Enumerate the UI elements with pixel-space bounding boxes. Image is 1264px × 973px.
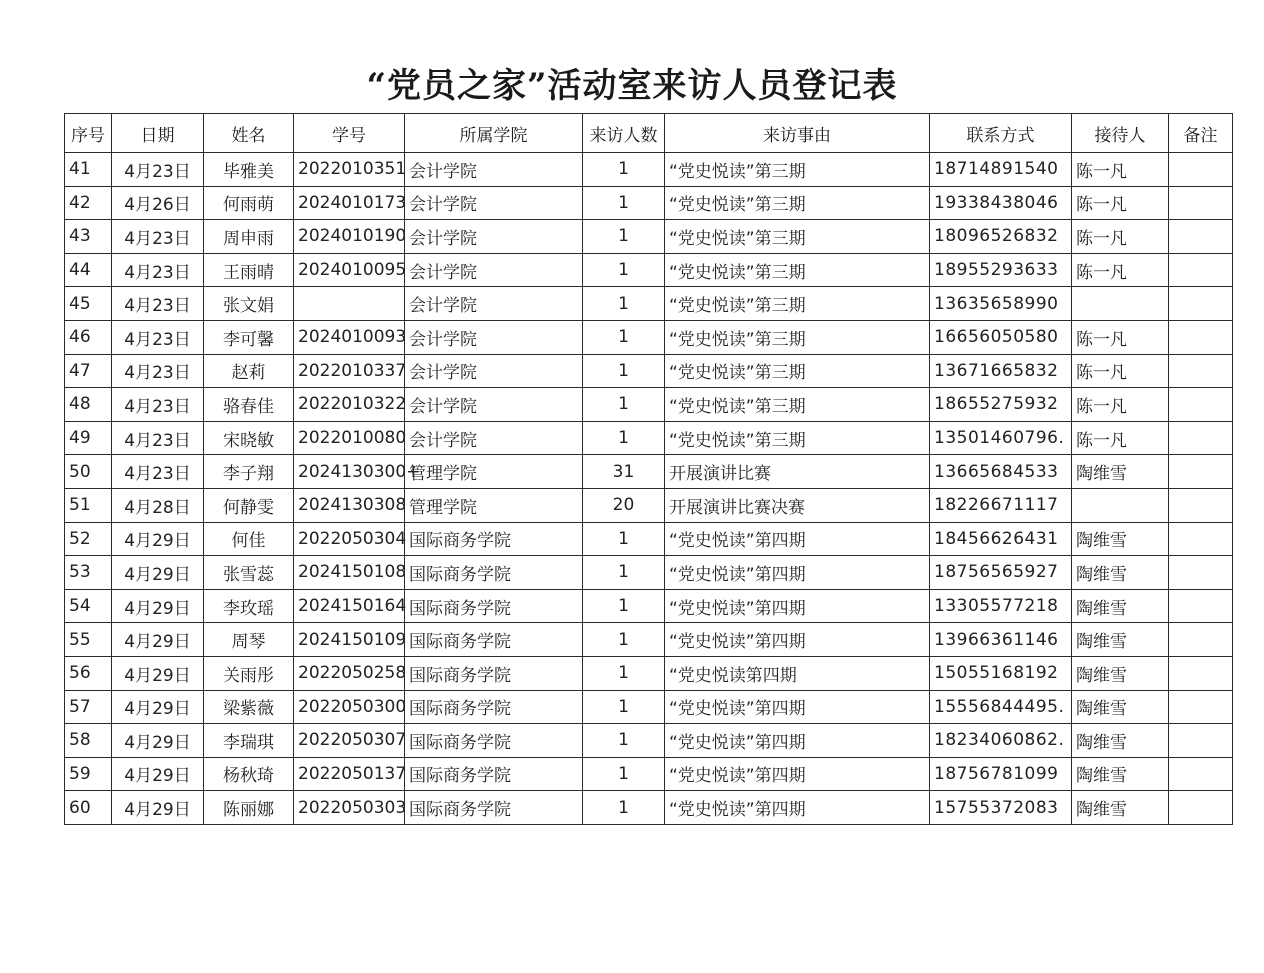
cell-contact: 18756565927 <box>930 556 1072 590</box>
cell-student-id: 2022010080 <box>294 421 405 455</box>
cell-contact: 18096526832 <box>930 220 1072 254</box>
cell-college: 会计学院 <box>405 186 583 220</box>
cell-name: 骆春佳 <box>204 388 294 422</box>
cell-seq: 52 <box>65 522 112 556</box>
cell-reason: “党史悦读”第四期 <box>665 589 930 623</box>
cell-receiver: 陈一凡 <box>1072 388 1169 422</box>
cell-reason: “党史悦读”第三期 <box>665 186 930 220</box>
cell-college: 国际商务学院 <box>405 623 583 657</box>
cell-college: 会计学院 <box>405 253 583 287</box>
cell-name: 何静雯 <box>204 488 294 522</box>
cell-note <box>1169 724 1233 758</box>
col-header-receiver: 接待人 <box>1072 114 1169 153</box>
cell-reason: “党史悦读”第三期 <box>665 220 930 254</box>
cell-college: 会计学院 <box>405 153 583 187</box>
cell-college: 会计学院 <box>405 354 583 388</box>
cell-visitor-count: 1 <box>583 589 665 623</box>
cell-student-id: 2022050258 <box>294 656 405 690</box>
cell-student-id: 2024010095 <box>294 253 405 287</box>
cell-contact: 18456626431 <box>930 522 1072 556</box>
cell-seq: 45 <box>65 287 112 321</box>
cell-visitor-count: 1 <box>583 287 665 321</box>
cell-note <box>1169 455 1233 489</box>
cell-reason: “党史悦读”第四期 <box>665 791 930 825</box>
cell-visitor-count: 1 <box>583 186 665 220</box>
cell-date: 4月23日 <box>112 153 204 187</box>
cell-note <box>1169 656 1233 690</box>
col-header-name: 姓名 <box>204 114 294 153</box>
col-header-visitor-count: 来访人数 <box>583 114 665 153</box>
cell-contact: 18756781099 <box>930 757 1072 791</box>
cell-student-id: 2022010322 <box>294 388 405 422</box>
table-row <box>65 287 1233 321</box>
cell-contact: 15556844495. <box>930 690 1072 724</box>
cell-visitor-count: 1 <box>583 320 665 354</box>
cell-contact: 13665684533 <box>930 455 1072 489</box>
table-row <box>65 757 1233 791</box>
cell-college: 国际商务学院 <box>405 690 583 724</box>
col-header-college: 所属学院 <box>405 114 583 153</box>
cell-name: 张雪蕊 <box>204 556 294 590</box>
cell-reason: “党史悦读第四期 <box>665 656 930 690</box>
cell-seq: 46 <box>65 320 112 354</box>
cell-name: 张文娟 <box>204 287 294 321</box>
cell-date: 4月29日 <box>112 791 204 825</box>
cell-visitor-count: 1 <box>583 421 665 455</box>
cell-note <box>1169 220 1233 254</box>
cell-seq: 49 <box>65 421 112 455</box>
cell-date: 4月23日 <box>112 320 204 354</box>
cell-note <box>1169 388 1233 422</box>
table-row <box>65 455 1233 489</box>
table-row <box>65 421 1233 455</box>
cell-seq: 50 <box>65 455 112 489</box>
cell-college: 国际商务学院 <box>405 724 583 758</box>
cell-receiver: 陶维雪 <box>1072 522 1169 556</box>
cell-receiver: 陈一凡 <box>1072 186 1169 220</box>
cell-name: 陈丽娜 <box>204 791 294 825</box>
cell-reason: “党史悦读”第四期 <box>665 522 930 556</box>
cell-reason: “党史悦读”第四期 <box>665 623 930 657</box>
table-body <box>65 153 1233 825</box>
cell-note <box>1169 589 1233 623</box>
cell-student-id <box>294 287 405 321</box>
cell-note <box>1169 421 1233 455</box>
cell-contact: 18714891540 <box>930 153 1072 187</box>
cell-reason: “党史悦读”第三期 <box>665 153 930 187</box>
col-header-contact: 联系方式 <box>930 114 1072 153</box>
cell-name: 李子翔 <box>204 455 294 489</box>
cell-note <box>1169 253 1233 287</box>
cell-reason: “党史悦读”第三期 <box>665 388 930 422</box>
cell-reason: “党史悦读”第三期 <box>665 253 930 287</box>
cell-contact: 13635658990 <box>930 287 1072 321</box>
cell-college: 会计学院 <box>405 220 583 254</box>
cell-seq: 54 <box>65 589 112 623</box>
cell-visitor-count: 1 <box>583 253 665 287</box>
cell-college: 国际商务学院 <box>405 556 583 590</box>
cell-college: 会计学院 <box>405 388 583 422</box>
cell-college: 会计学院 <box>405 287 583 321</box>
cell-college: 管理学院 <box>405 488 583 522</box>
cell-date: 4月23日 <box>112 455 204 489</box>
table-row <box>65 186 1233 220</box>
cell-receiver: 陈一凡 <box>1072 421 1169 455</box>
cell-student-id: 2024010190 <box>294 220 405 254</box>
cell-seq: 60 <box>65 791 112 825</box>
cell-date: 4月29日 <box>112 589 204 623</box>
col-header-note: 备注 <box>1169 114 1233 153</box>
cell-receiver: 陶维雪 <box>1072 690 1169 724</box>
cell-student-id: 2024130308 <box>294 488 405 522</box>
table-row <box>65 690 1233 724</box>
cell-college: 管理学院 <box>405 455 583 489</box>
cell-college: 国际商务学院 <box>405 757 583 791</box>
cell-receiver: 陶维雪 <box>1072 556 1169 590</box>
cell-receiver: 陶维雪 <box>1072 589 1169 623</box>
cell-visitor-count: 1 <box>583 153 665 187</box>
cell-receiver: 陈一凡 <box>1072 253 1169 287</box>
cell-seq: 51 <box>65 488 112 522</box>
cell-student-id: 2022010337 <box>294 354 405 388</box>
cell-student-id: 2024130300+ <box>294 455 405 489</box>
cell-reason: “党史悦读”第四期 <box>665 724 930 758</box>
cell-reason: 开展演讲比赛决赛 <box>665 488 930 522</box>
cell-seq: 42 <box>65 186 112 220</box>
cell-date: 4月29日 <box>112 724 204 758</box>
cell-seq: 44 <box>65 253 112 287</box>
cell-visitor-count: 1 <box>583 354 665 388</box>
col-header-student-id: 学号 <box>294 114 405 153</box>
cell-note <box>1169 186 1233 220</box>
table-row <box>65 623 1233 657</box>
table-row <box>65 253 1233 287</box>
cell-name: 李可馨 <box>204 320 294 354</box>
cell-seq: 55 <box>65 623 112 657</box>
cell-contact: 13671665832 <box>930 354 1072 388</box>
cell-name: 李瑞琪 <box>204 724 294 758</box>
cell-contact: 16656050580 <box>930 320 1072 354</box>
cell-visitor-count: 1 <box>583 623 665 657</box>
cell-date: 4月29日 <box>112 522 204 556</box>
cell-seq: 41 <box>65 153 112 187</box>
cell-visitor-count: 1 <box>583 220 665 254</box>
cell-reason: “党史悦读”第三期 <box>665 287 930 321</box>
cell-student-id: 2022050304 <box>294 522 405 556</box>
table-row <box>65 556 1233 590</box>
table-row <box>65 724 1233 758</box>
cell-name: 杨秋琦 <box>204 757 294 791</box>
cell-college: 国际商务学院 <box>405 589 583 623</box>
cell-receiver: 陈一凡 <box>1072 153 1169 187</box>
cell-note <box>1169 623 1233 657</box>
cell-receiver: 陶维雪 <box>1072 724 1169 758</box>
table-row <box>65 388 1233 422</box>
cell-reason: “党史悦读”第三期 <box>665 421 930 455</box>
cell-college: 会计学院 <box>405 421 583 455</box>
cell-seq: 53 <box>65 556 112 590</box>
cell-name: 何佳 <box>204 522 294 556</box>
cell-student-id: 2024150164 <box>294 589 405 623</box>
cell-student-id: 2024150109 <box>294 623 405 657</box>
cell-date: 4月29日 <box>112 623 204 657</box>
cell-college: 国际商务学院 <box>405 522 583 556</box>
cell-contact: 13501460796. <box>930 421 1072 455</box>
cell-receiver: 陶维雪 <box>1072 656 1169 690</box>
cell-note <box>1169 690 1233 724</box>
cell-receiver <box>1072 287 1169 321</box>
cell-date: 4月23日 <box>112 354 204 388</box>
cell-visitor-count: 1 <box>583 556 665 590</box>
cell-seq: 48 <box>65 388 112 422</box>
cell-name: 梁紫薇 <box>204 690 294 724</box>
cell-receiver <box>1072 488 1169 522</box>
cell-note <box>1169 287 1233 321</box>
cell-name: 何雨萌 <box>204 186 294 220</box>
cell-seq: 43 <box>65 220 112 254</box>
table-row <box>65 220 1233 254</box>
cell-contact: 18955293633 <box>930 253 1072 287</box>
cell-college: 国际商务学院 <box>405 791 583 825</box>
cell-seq: 59 <box>65 757 112 791</box>
cell-contact: 13305577218 <box>930 589 1072 623</box>
cell-visitor-count: 1 <box>583 757 665 791</box>
cell-receiver: 陈一凡 <box>1072 354 1169 388</box>
cell-note <box>1169 757 1233 791</box>
cell-contact: 13966361146 <box>930 623 1072 657</box>
cell-contact: 15755372083 <box>930 791 1072 825</box>
visitor-register-table <box>64 113 1233 825</box>
cell-name: 周申雨 <box>204 220 294 254</box>
cell-contact: 18234060862. <box>930 724 1072 758</box>
cell-student-id: 2022010351 <box>294 153 405 187</box>
col-header-reason: 来访事由 <box>665 114 930 153</box>
cell-reason: “党史悦读”第三期 <box>665 320 930 354</box>
cell-seq: 56 <box>65 656 112 690</box>
table-row <box>65 153 1233 187</box>
header-row <box>65 114 1233 153</box>
cell-college: 会计学院 <box>405 320 583 354</box>
cell-date: 4月23日 <box>112 287 204 321</box>
cell-note <box>1169 488 1233 522</box>
cell-student-id: 2024010093 <box>294 320 405 354</box>
cell-name: 毕雅美 <box>204 153 294 187</box>
cell-note <box>1169 354 1233 388</box>
cell-date: 4月29日 <box>112 556 204 590</box>
table-row <box>65 522 1233 556</box>
cell-note <box>1169 320 1233 354</box>
col-header-date: 日期 <box>112 114 204 153</box>
cell-student-id: 2022050300 <box>294 690 405 724</box>
table-row <box>65 656 1233 690</box>
cell-reason: 开展演讲比赛 <box>665 455 930 489</box>
cell-student-id: 2024150108 <box>294 556 405 590</box>
cell-date: 4月23日 <box>112 220 204 254</box>
cell-seq: 47 <box>65 354 112 388</box>
cell-receiver: 陈一凡 <box>1072 220 1169 254</box>
cell-student-id: 2022050137 <box>294 757 405 791</box>
cell-reason: “党史悦读”第四期 <box>665 690 930 724</box>
cell-note <box>1169 522 1233 556</box>
col-header-seq: 序号 <box>65 114 112 153</box>
cell-contact: 19338438046 <box>930 186 1072 220</box>
cell-name: 王雨晴 <box>204 253 294 287</box>
table-row <box>65 589 1233 623</box>
cell-contact: 18655275932 <box>930 388 1072 422</box>
cell-date: 4月29日 <box>112 690 204 724</box>
cell-visitor-count: 1 <box>583 656 665 690</box>
cell-name: 周琴 <box>204 623 294 657</box>
cell-date: 4月28日 <box>112 488 204 522</box>
cell-visitor-count: 1 <box>583 522 665 556</box>
cell-receiver: 陈一凡 <box>1072 320 1169 354</box>
cell-visitor-count: 1 <box>583 690 665 724</box>
cell-reason: “党史悦读”第三期 <box>665 354 930 388</box>
cell-date: 4月26日 <box>112 186 204 220</box>
cell-name: 李玫瑶 <box>204 589 294 623</box>
cell-seq: 57 <box>65 690 112 724</box>
cell-visitor-count: 1 <box>583 791 665 825</box>
cell-receiver: 陶维雪 <box>1072 791 1169 825</box>
table-row <box>65 320 1233 354</box>
cell-contact: 18226671117 <box>930 488 1072 522</box>
table-row <box>65 354 1233 388</box>
cell-visitor-count: 20 <box>583 488 665 522</box>
cell-note <box>1169 791 1233 825</box>
cell-student-id: 2024010173 <box>294 186 405 220</box>
cell-note <box>1169 556 1233 590</box>
cell-student-id: 2022050303 <box>294 791 405 825</box>
cell-college: 国际商务学院 <box>405 656 583 690</box>
cell-date: 4月23日 <box>112 421 204 455</box>
cell-reason: “党史悦读”第四期 <box>665 556 930 590</box>
cell-date: 4月23日 <box>112 253 204 287</box>
table-row <box>65 488 1233 522</box>
cell-date: 4月29日 <box>112 757 204 791</box>
cell-visitor-count: 31 <box>583 455 665 489</box>
cell-note <box>1169 153 1233 187</box>
cell-student-id: 2022050307 <box>294 724 405 758</box>
cell-receiver: 陶维雪 <box>1072 455 1169 489</box>
cell-date: 4月23日 <box>112 388 204 422</box>
document-title: “党员之家”活动室来访人员登记表 <box>366 66 898 106</box>
cell-seq: 58 <box>65 724 112 758</box>
cell-name: 关雨彤 <box>204 656 294 690</box>
cell-visitor-count: 1 <box>583 388 665 422</box>
cell-name: 赵莉 <box>204 354 294 388</box>
cell-receiver: 陶维雪 <box>1072 757 1169 791</box>
cell-name: 宋晓敏 <box>204 421 294 455</box>
cell-reason: “党史悦读”第四期 <box>665 757 930 791</box>
cell-receiver: 陶维雪 <box>1072 623 1169 657</box>
table-row <box>65 791 1233 825</box>
cell-date: 4月29日 <box>112 656 204 690</box>
cell-contact: 15055168192 <box>930 656 1072 690</box>
cell-visitor-count: 1 <box>583 724 665 758</box>
